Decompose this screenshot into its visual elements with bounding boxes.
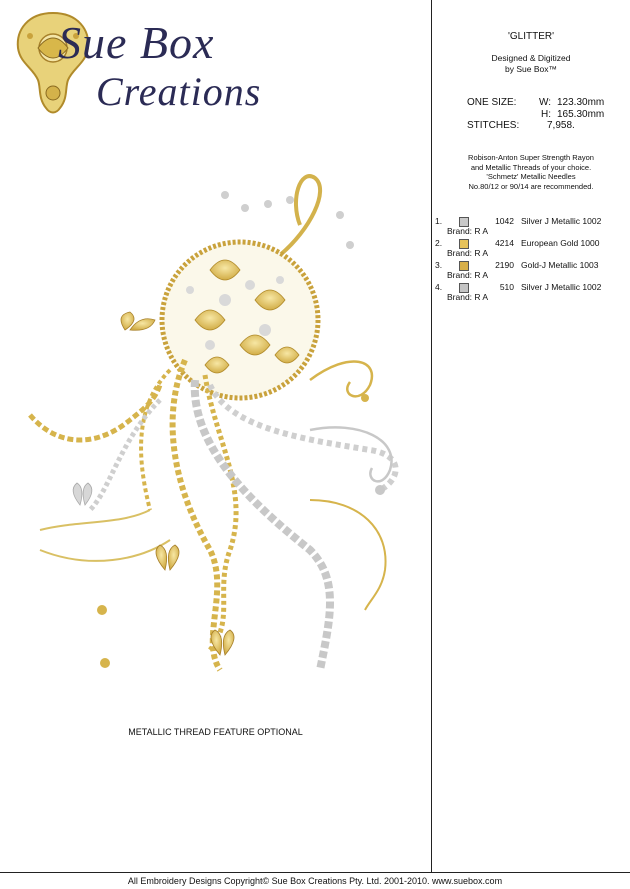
logo-line1: Sue Box — [58, 17, 215, 68]
thread-name: Silver J Metallic 1002 — [521, 282, 602, 292]
thread-code: 2190 — [495, 260, 514, 270]
thread-recommendation — [432, 153, 630, 191]
size-block — [467, 97, 604, 132]
width-value: 123.30mm — [557, 97, 605, 108]
thread-number: 3. — [435, 260, 443, 270]
note-line: Robison-Anton Super Strength Rayon — [468, 153, 594, 162]
thread-name: Silver J Metallic 1002 — [521, 216, 602, 226]
one-size-label: ONE SIZE: — [467, 97, 517, 108]
design-title: 'GLITTER' — [507, 31, 555, 42]
thread-row — [435, 239, 630, 261]
thread-name: European Gold 1000 — [521, 238, 600, 248]
designed-by — [432, 53, 630, 75]
designed-line2: by Sue Box™ — [505, 64, 557, 74]
thread-row — [435, 261, 630, 283]
note-line: 'Schmetz' Metallic Needles — [486, 172, 576, 181]
thread-code: 1042 — [495, 216, 514, 226]
height-label: H: — [541, 108, 551, 120]
copyright-footer: All Embroidery Designs Copyright© Sue Box Creations Pty. Ltd. 2001-2010. www.suebox.com — [127, 876, 503, 886]
note-line: No.80/12 or 90/14 are recommended. — [468, 181, 594, 191]
stitches-value: 7,958. — [547, 120, 575, 131]
designed-line1: Designed & Digitized — [491, 53, 571, 63]
thread-code: 510 — [499, 282, 514, 292]
stitches-label: STITCHES: — [467, 120, 520, 131]
thread-brand: Brand: R A — [447, 270, 489, 280]
thread-brand: Brand: R A — [447, 292, 489, 302]
thread-number: 1. — [435, 216, 443, 226]
column-divider — [431, 0, 432, 872]
logo-line2: Creations — [96, 69, 262, 114]
width-label: W: — [538, 97, 551, 108]
note-line: and Metallic Threads of your choice. — [470, 162, 592, 172]
thread-row — [435, 217, 630, 239]
thread-number: 4. — [435, 282, 443, 292]
embroidery-design-image — [10, 170, 420, 710]
thread-row — [435, 283, 630, 305]
thread-name: Gold-J Metallic 1003 — [521, 260, 599, 270]
thread-number: 2. — [435, 238, 443, 248]
footer-divider — [0, 872, 630, 873]
design-caption: METALLIC THREAD FEATURE OPTIONAL — [128, 727, 303, 737]
thread-brand: Brand: R A — [447, 226, 489, 236]
logo — [8, 8, 278, 118]
thread-brand: Brand: R A — [447, 248, 489, 258]
thread-code: 4214 — [495, 238, 514, 248]
thread-list — [435, 217, 630, 305]
height-value: 165.30mm — [557, 108, 605, 120]
